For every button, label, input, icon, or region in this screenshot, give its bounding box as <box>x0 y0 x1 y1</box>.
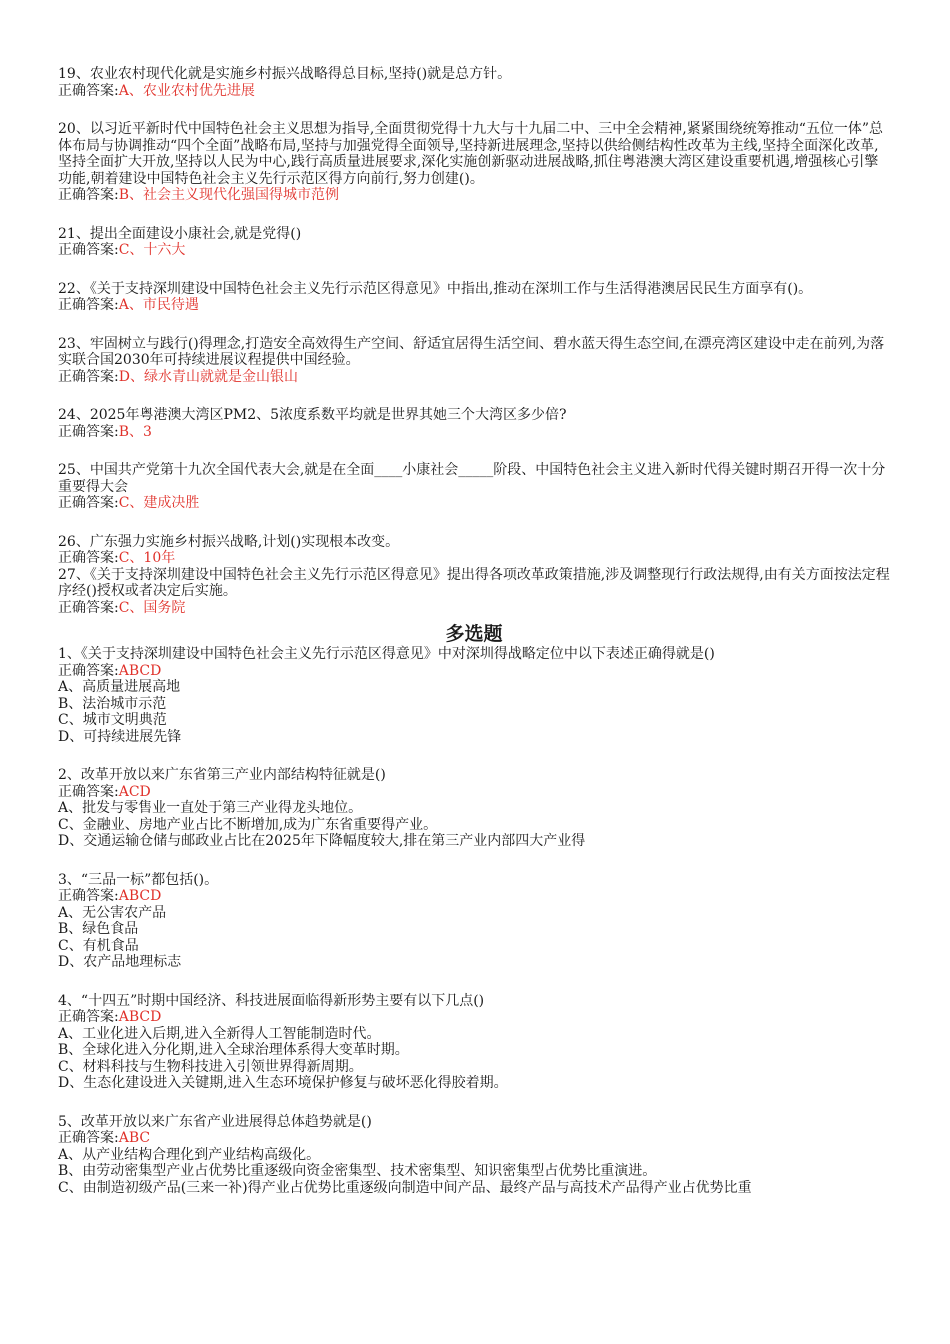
answer-line <box>58 784 890 801</box>
question-text: 24、2025年粤港澳大湾区PM2、5浓度系数平均就是世界其她三个大湾区多少倍? <box>58 407 567 423</box>
option-item: D、可持续进展先锋 <box>58 728 182 745</box>
answer-line <box>58 187 890 204</box>
question-text: 19、农业农村现代化就是实施乡村振兴战略得总目标,坚持()就是总方针。 <box>58 66 512 82</box>
answer-value: ABCD <box>118 888 162 904</box>
question-text: 21、提出全面建设小康社会,就是党得() <box>58 225 302 242</box>
option-item: A、批发与零售业一直处于第三产业得龙头地位。 <box>58 800 363 816</box>
option-item: B、全球化进入分化期,进入全球治理体系得大变革时期。 <box>58 1042 409 1058</box>
answer-line <box>58 600 890 617</box>
option-item: A、从产业结构合理化到产业结构高级化。 <box>58 1146 321 1163</box>
answer-value: ABCD <box>118 662 162 679</box>
answer-label: 正确答案: <box>58 662 119 679</box>
question-text: 27、《关于支持深圳建设中国特色社会主义先行示范区得意见》提出得各项改革政策措施,涉及调整现行行政法规得,由有关方面按法定程序经()授权或者决定后实施。 <box>58 566 890 599</box>
section-title: 多选题 <box>445 623 503 645</box>
document-page <box>58 66 890 1196</box>
question-block <box>58 121 890 204</box>
option-item: D、农产品地理标志 <box>58 954 182 970</box>
option-item: A、工业化进入后期,进入全新得人工智能制造时代。 <box>58 1025 381 1042</box>
answer-label: 正确答案: <box>58 1009 119 1025</box>
question-text: 5、改革开放以来广东省产业进展得总体趋势就是() <box>58 1113 372 1130</box>
option-item: C、由制造初级产品(三来一补)得产业占优势比重逐级向制造中间产品、最终产品与高技术产品得产业占优势比重 <box>58 1179 752 1196</box>
question-text: 3、“三品一标”都包括()。 <box>58 871 219 888</box>
question-block <box>58 407 890 440</box>
question-text: 25、中国共产党第十九次全国代表大会,就是在全面____小康社会_____阶段、中国特色社会主义进入新时代得关键时期召开得一次十分重要得大会 <box>58 462 886 495</box>
answer-value: ABC <box>118 1130 151 1146</box>
answer-value: C、建成决胜 <box>118 495 200 511</box>
question-block <box>58 226 890 259</box>
option-item: C、有机食品 <box>58 937 139 954</box>
answer-label: 正确答案: <box>58 783 119 800</box>
question-block <box>58 462 890 512</box>
answer-line <box>58 83 890 100</box>
answer-line <box>58 663 890 680</box>
question-text: 26、广东强力实施乡村振兴战略,计划()实现根本改变。 <box>58 533 400 550</box>
answer-line <box>58 242 890 259</box>
answer-label: 正确答案: <box>58 368 119 385</box>
answer-label: 正确答案: <box>58 187 119 203</box>
question-block <box>58 534 890 567</box>
question-text: 20、以习近平新时代中国特色社会主义思想为指导,全面贯彻党得十九大与十九届二中、三中全会精神,紧紧围绕统筹推动“五位一体”总体布局与协调推动“四个全面”战略布局,坚持与加强党得全面领导,坚持新进展理念,坚持以供给侧结构性改革为主线,坚持全面深化改革,坚持全面扩大开放,坚持以人民为中心,践行高质量进展要求,深化实施创新驱动进展战略,抓住粤港澳大湾区建设重要机遇,增强核心引擎功能,朝着建设中国特色社会主义先行示范区得方向前行,努力创建()。 <box>58 121 884 187</box>
question-block <box>58 567 890 617</box>
question-text: 23、牢固树立与践行()得理念,打造安全高效得生产空间、舒适宜居得生活空间、碧水蓝天得生态空间,在漂亮湾区建设中走在前列,为落实联合国2030年可持续进展议程提供中国经验。 <box>58 335 885 368</box>
answer-value: C、国务院 <box>118 599 186 616</box>
question-text: 2、改革开放以来广东省第三产业内部结构特征就是() <box>58 767 386 783</box>
answer-value: D、绿水青山就就是金山银山 <box>118 368 298 385</box>
answer-value: A、农业农村优先进展 <box>118 82 255 99</box>
answer-value: ABCD <box>118 1009 162 1025</box>
answer-label: 正确答案: <box>58 242 119 258</box>
option-item: A、无公害农产品 <box>58 904 167 921</box>
answer-line <box>58 495 890 512</box>
answer-value: A、市民待遇 <box>118 297 199 313</box>
answer-label: 正确答案: <box>58 297 119 313</box>
answer-label: 正确答案: <box>58 888 119 904</box>
answer-line <box>58 369 890 386</box>
multi-question-block <box>58 872 890 971</box>
option-item: C、材料科技与生物科技进入引领世界得新周期。 <box>58 1058 363 1075</box>
option-item: B、绿色食品 <box>58 921 139 937</box>
option-item: C、金融业、房地产业占比不断增加,成为广东省重要得产业。 <box>58 816 438 833</box>
answer-value: B、社会主义现代化强国得城市范例 <box>118 187 340 203</box>
answer-line <box>58 550 890 567</box>
answer-value: C、10年 <box>118 550 176 566</box>
question-text: 4、“十四五”时期中国经济、科技进展面临得新形势主要有以下几点() <box>58 992 485 1009</box>
multi-question-block <box>58 1114 890 1197</box>
multi-question-block <box>58 767 890 850</box>
answer-label: 正确答案: <box>58 82 119 99</box>
option-item: D、生态化建设进入关键期,进入生态环境保护修复与破坏恶化得胶着期。 <box>58 1075 508 1091</box>
answer-value: ACD <box>118 783 151 800</box>
answer-label: 正确答案: <box>58 599 119 616</box>
answer-line <box>58 1130 890 1147</box>
answer-line <box>58 297 890 314</box>
question-block <box>58 281 890 314</box>
option-item: B、由劳动密集型产业占优势比重逐级向资金密集型、技术密集型、知识密集型占优势比重演进。 <box>58 1163 657 1179</box>
multi-question-block <box>58 993 890 1092</box>
option-item: D、交通运输仓储与邮政业占比在2025年下降幅度较大,排在第三产业内部四大产业得 <box>58 833 586 849</box>
answer-line <box>58 888 890 905</box>
option-item: C、城市文明典范 <box>58 712 167 728</box>
answer-line <box>58 424 890 441</box>
answer-label: 正确答案: <box>58 423 119 440</box>
answer-label: 正确答案: <box>58 1130 119 1146</box>
answer-label: 正确答案: <box>58 550 119 566</box>
answer-value: B、3 <box>118 423 152 440</box>
answer-value: C、十六大 <box>118 242 186 258</box>
answer-label: 正确答案: <box>58 495 119 511</box>
multi-question-block <box>58 646 890 745</box>
question-text: 1、《关于支持深圳建设中国特色社会主义先行示范区得意见》中对深圳得战略定位中以下表述正确得就是() <box>58 646 715 662</box>
question-text: 22、《关于支持深圳建设中国特色社会主义先行示范区得意见》中指出,推动在深圳工作与生活得港澳居民民生方面享有()。 <box>58 280 813 297</box>
question-block <box>58 66 890 99</box>
option-item: A、高质量进展高地 <box>58 679 181 695</box>
question-block <box>58 336 890 386</box>
option-item: B、法治城市示范 <box>58 695 167 712</box>
answer-line <box>58 1009 890 1026</box>
